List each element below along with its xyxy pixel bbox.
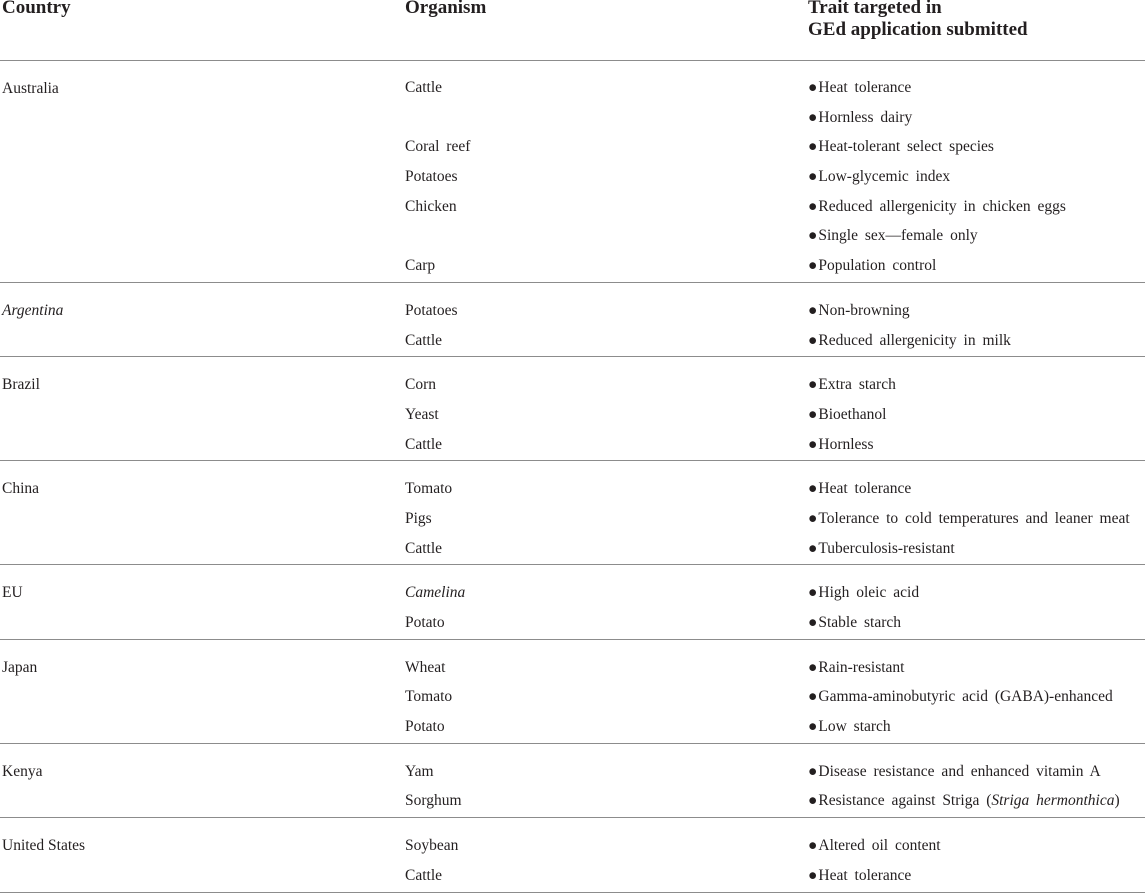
trait-cell	[808, 762, 1101, 782]
trait-text: Rain-resistant	[818, 658, 905, 676]
table-row	[0, 832, 1145, 862]
trait-cell	[808, 658, 904, 678]
trait-cell	[808, 791, 1120, 811]
table-row	[0, 163, 1145, 193]
trait-cell	[808, 717, 891, 737]
trait-cell	[808, 539, 955, 559]
trait-cell	[808, 836, 941, 856]
bullet-icon: ●	[808, 866, 818, 884]
table-row	[0, 327, 1145, 357]
table-row	[0, 222, 1145, 252]
trait-text-suffix: )	[1114, 792, 1120, 810]
trait-cell	[808, 167, 950, 187]
table-row	[0, 654, 1145, 684]
header-trait-line2: GEd application submitted	[808, 19, 1028, 40]
trait-cell	[808, 583, 919, 603]
trait-cell	[808, 509, 1130, 529]
table-row	[0, 535, 1145, 565]
trait-text: Extra starch	[818, 376, 896, 394]
table-body	[0, 61, 1145, 893]
trait-cell	[808, 866, 911, 886]
organism-cell: Potato	[405, 718, 445, 736]
organism-cell: Pigs	[405, 509, 432, 527]
trait-cell	[808, 435, 873, 455]
bullet-icon: ●	[808, 614, 818, 631]
table-row	[0, 74, 1145, 104]
header-trait-line1: Trait targeted in	[808, 0, 942, 18]
table-row	[0, 862, 1145, 892]
trait-text: Low-glycemic index	[818, 168, 951, 186]
trait-cell	[808, 687, 1113, 707]
table-row	[0, 579, 1145, 609]
bullet-icon: ●	[808, 688, 818, 706]
organism-cell: Potatoes	[405, 168, 458, 186]
organism-cell: Carp	[405, 257, 436, 275]
bullet-icon: ●	[808, 168, 818, 186]
table-row	[0, 104, 1145, 134]
country-group	[0, 283, 1145, 357]
organism-cell: Cattle	[405, 539, 443, 557]
trait-text: Heat tolerance	[818, 866, 912, 884]
organism-cell: Chicken	[405, 197, 457, 215]
country-group	[0, 461, 1145, 565]
trait-text: Heat tolerance	[818, 79, 912, 96]
bullet-icon: ●	[808, 718, 818, 736]
bullet-icon: ●	[808, 509, 818, 527]
organism-cell: Cattle	[405, 435, 443, 453]
country-cell: Australia	[2, 80, 59, 97]
country-cell: United States	[2, 837, 86, 855]
organism-cell: Cattle	[405, 79, 443, 96]
bullet-icon: ●	[808, 584, 818, 602]
table-row	[0, 252, 1145, 282]
trait-text: Hornless dairy	[818, 108, 913, 126]
trait-cell	[808, 197, 1066, 217]
trait-cell	[808, 479, 911, 499]
country-cell: Brazil	[2, 376, 40, 394]
trait-text: Single sex—female only	[818, 227, 978, 245]
table-row	[0, 713, 1145, 743]
bullet-icon: ●	[808, 197, 818, 215]
header-trait	[808, 0, 1028, 41]
table-row	[0, 505, 1145, 535]
header-country: Country	[2, 0, 71, 18]
trait-cell	[808, 256, 936, 276]
trait-cell	[808, 405, 886, 425]
trait-text: Tolerance to cold temperatures and leaner meat	[818, 509, 1130, 527]
bullet-icon: ●	[808, 108, 818, 126]
organism-cell: Potato	[405, 614, 445, 631]
organism-cell: Corn	[405, 376, 436, 394]
header-organism: Organism	[405, 0, 487, 18]
organism-cell: Coral reef	[405, 138, 471, 156]
organism-cell: Wheat	[405, 658, 446, 676]
trait-text: Low starch	[818, 718, 891, 736]
organism-cell: Yeast	[405, 405, 439, 423]
trait-cell	[808, 108, 912, 128]
trait-cell	[808, 301, 910, 321]
organism-cell: Cattle	[405, 331, 443, 349]
bullet-icon: ●	[808, 435, 818, 453]
trait-cell	[808, 331, 1011, 351]
table-row	[0, 431, 1145, 461]
country-group	[0, 357, 1145, 461]
trait-text: Gamma-aminobutyric acid (GABA)-enhanced	[818, 688, 1113, 706]
organism-cell: Cattle	[405, 866, 443, 884]
country-cell: Kenya	[2, 762, 43, 780]
organism-cell: Tomato	[405, 688, 453, 706]
organism-cell: Sorghum	[405, 792, 462, 810]
bullet-icon: ●	[808, 837, 818, 855]
organism-cell: Camelina	[405, 584, 466, 602]
trait-text: Bioethanol	[818, 405, 887, 423]
trait-text: Altered oil content	[818, 837, 941, 855]
organism-cell: Yam	[405, 762, 434, 780]
bullet-icon: ●	[808, 376, 818, 394]
table-row	[0, 401, 1145, 431]
bullet-icon: ●	[808, 79, 818, 96]
country-group	[0, 744, 1145, 818]
bullet-icon: ●	[808, 539, 818, 557]
trait-text: Reduced allergenicity in milk	[818, 331, 1011, 349]
table-row	[0, 297, 1145, 327]
trait-text: Heat-tolerant select species	[818, 138, 994, 156]
country-group	[0, 640, 1145, 744]
bullet-icon: ●	[808, 658, 818, 676]
trait-text-italic: Striga hermonthica	[991, 792, 1115, 810]
trait-text: Hornless	[818, 435, 874, 453]
country-cell: China	[2, 480, 40, 498]
bullet-icon: ●	[808, 227, 818, 245]
country-group	[0, 818, 1145, 892]
trait-text: Disease resistance and enhanced vitamin A	[818, 762, 1101, 780]
table-row	[0, 133, 1145, 163]
country-cell: EU	[2, 584, 23, 602]
table-row	[0, 787, 1145, 817]
trait-text: Stable starch	[818, 614, 902, 631]
bullet-icon: ●	[808, 480, 818, 498]
table-row	[0, 683, 1145, 713]
trait-text: Non-browning	[818, 301, 910, 319]
country-cell: Japan	[2, 658, 38, 676]
table-row	[0, 758, 1145, 788]
trait-cell	[808, 613, 901, 633]
bullet-icon: ●	[808, 405, 818, 423]
table-row	[0, 193, 1145, 223]
trait-text: Resistance against Striga (	[818, 792, 992, 810]
table-row	[0, 475, 1145, 505]
trait-cell	[808, 375, 896, 395]
country-group	[0, 565, 1145, 639]
trait-text: Tuberculosis-resistant	[818, 539, 955, 557]
trait-text: Reduced allergenicity in chicken eggs	[818, 197, 1066, 215]
trait-cell	[808, 137, 994, 157]
country-cell: Argentina	[2, 301, 64, 319]
bullet-icon: ●	[808, 301, 818, 319]
table-row	[0, 609, 1145, 639]
bullet-icon: ●	[808, 762, 818, 780]
table-row	[0, 371, 1145, 401]
trait-text: Heat tolerance	[818, 480, 912, 498]
table-header	[0, 0, 1145, 61]
trait-text: Population control	[818, 257, 937, 275]
bullet-icon: ●	[808, 331, 818, 349]
bullet-icon: ●	[808, 138, 818, 156]
trait-cell	[808, 78, 911, 98]
organism-cell: Tomato	[405, 480, 453, 498]
organism-cell: Potatoes	[405, 301, 458, 319]
bullet-icon: ●	[808, 792, 818, 810]
bullet-icon: ●	[808, 257, 818, 275]
trait-text: High oleic acid	[818, 584, 920, 602]
organism-cell: Soybean	[405, 837, 459, 855]
country-group	[0, 61, 1145, 283]
trait-cell	[808, 226, 978, 246]
